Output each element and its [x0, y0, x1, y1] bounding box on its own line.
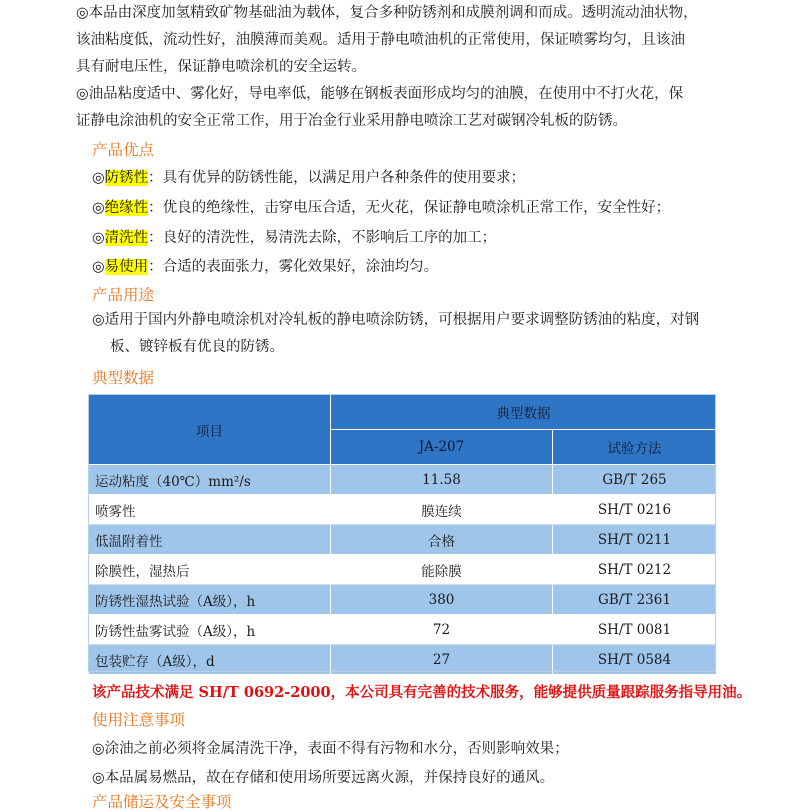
cell-item: 防锈性盐雾试验（A级），h: [89, 615, 331, 645]
bullet-mark: ◎: [92, 259, 105, 275]
table-row: [89, 645, 717, 675]
advantage-text: ：良好的清洗性，易清洗去除，不影响后工序的加工；: [148, 230, 497, 246]
advantage-text: ：合适的表面张力，雾化效果好，涂油均匀。: [148, 259, 439, 275]
cell-value: 合格: [331, 525, 553, 555]
cell-value: 11.58: [331, 465, 553, 495]
table-row: [89, 615, 717, 645]
precaution-item: ◎本品属易燃品，故在存储和使用场所要远离火源，并保持良好的通风。: [92, 770, 555, 786]
section-heading-precautions: 使用注意事项: [92, 711, 186, 729]
precaution-item: ◎涂油之前必须将金属清洗干净，表面不得有污物和水分，否则影响效果；: [92, 741, 569, 757]
cell-item: 防锈性湿热试验（A级），h: [89, 585, 331, 615]
text-line: ◎本品由深度加氢精致矿物基础油为载体，复合多种防锈剂和成膜剂调和而成。透明流动油状物，: [76, 5, 698, 21]
cell-item: 包装贮存（A级），d: [89, 645, 331, 675]
table-row: [89, 585, 717, 615]
header-item: 项目: [89, 395, 331, 465]
header-product-code: JA-207: [331, 430, 553, 465]
cell-method: SH/T 0212: [553, 555, 717, 585]
advantage-text: ：具有优异的防锈性能，以满足用户各种条件的使用要求；: [148, 170, 526, 186]
usage-paragraph: [92, 307, 742, 361]
header-test-method: 试验方法: [553, 430, 717, 465]
header-typical-data: 典型数据: [331, 395, 717, 430]
text-line: ◎油品粘度适中、雾化好，导电率低，能够在钢板表面形成均匀的油膜，在使用中不打火花，保: [76, 86, 684, 102]
cell-value: 380: [331, 585, 553, 615]
table-row: [89, 465, 717, 495]
typical-data-table: [88, 394, 717, 675]
cell-value: 72: [331, 615, 553, 645]
text-line: 板、镀锌板有优良的防锈。: [110, 339, 284, 355]
cell-value: 27: [331, 645, 553, 675]
cell-item: 低温附着性: [89, 525, 331, 555]
highlighted-term: 防锈性: [104, 170, 149, 186]
cell-item: 喷雾性: [89, 495, 331, 525]
advantage-text: ：优良的绝缘性，击穿电压合适，无火花，保证静电喷涂机正常工作，安全性好；: [148, 200, 671, 216]
cell-method: GB/T 265: [553, 465, 717, 495]
section-heading-storage-safety: 产品储运及安全事项: [92, 793, 232, 811]
highlighted-term: 绝缘性: [104, 200, 149, 216]
cell-value: 膜连续: [331, 495, 553, 525]
advantage-item: [92, 166, 525, 187]
bullet-mark: ◎: [92, 230, 105, 246]
bullet-mark: ◎: [92, 200, 105, 216]
cell-method: SH/T 0211: [553, 525, 717, 555]
table-row: [89, 495, 717, 525]
highlighted-term: 易使用: [104, 259, 149, 275]
intro-paragraph-1: [76, 0, 726, 81]
table-row: [89, 525, 717, 555]
advantage-item: [92, 196, 670, 217]
table-row: [89, 555, 717, 585]
intro-paragraph-2: [76, 81, 726, 135]
bullet-mark: ◎: [92, 170, 105, 186]
text-line: ◎适用于国内外静电喷涂机对冷轧板的静电喷涂防锈，可根据用户要求调整防锈油的粘度，对钢: [92, 312, 700, 328]
advantage-item: [92, 255, 438, 276]
text-line: 该油粘度低，流动性好，油膜薄而美观。适用于静电喷油机的正常使用，保证喷雾均匀，且该油: [76, 32, 685, 48]
cell-method: SH/T 0081: [553, 615, 717, 645]
compliance-notice: 该产品技术满足 SH/T 0692-2000，本公司具有完善的技术服务，能够提供质量跟踪服务指导用油。: [92, 684, 752, 701]
highlighted-term: 清洗性: [104, 230, 149, 246]
cell-item: 运动粘度（40℃）mm²/s: [89, 465, 331, 495]
text-line: 具有耐电压性，保证静电喷涂机的安全运转。: [76, 59, 366, 75]
section-heading-typical-data: 典型数据: [92, 369, 155, 387]
cell-method: GB/T 2361: [553, 585, 717, 615]
advantage-item: [92, 226, 496, 247]
section-heading-advantages: 产品优点: [92, 141, 155, 159]
cell-value: 能除膜: [331, 555, 553, 585]
cell-method: SH/T 0584: [553, 645, 717, 675]
section-heading-usage: 产品用途: [92, 286, 155, 304]
text-line: 证静电涂油机的安全正常工作，用于冶金行业采用静电喷涂工艺对碳钢冷轧板的防锈。: [76, 113, 627, 129]
cell-method: SH/T 0216: [553, 495, 717, 525]
cell-item: 除膜性，湿热后: [89, 555, 331, 585]
